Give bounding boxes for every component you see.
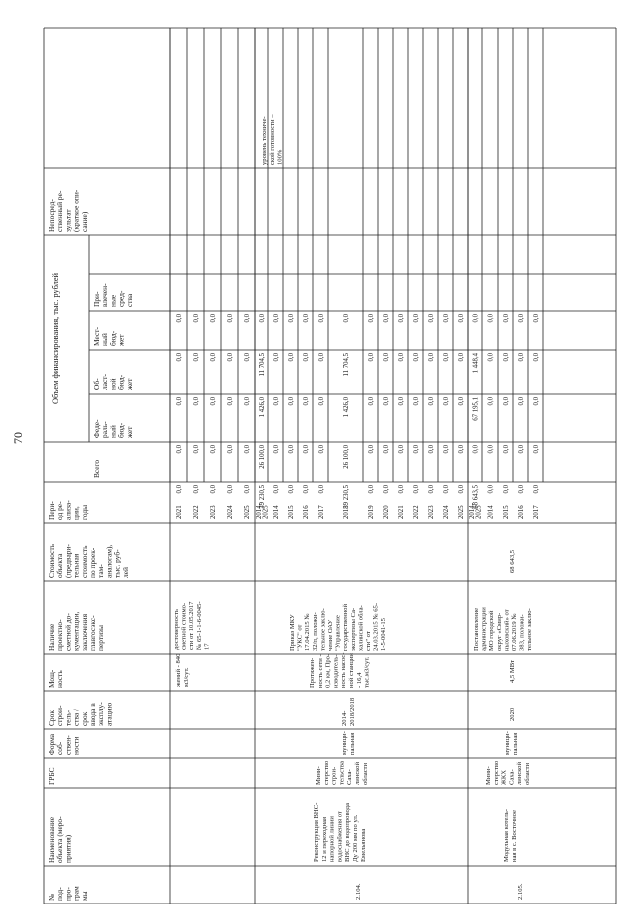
item-2104-row-value: 0,0 (413, 314, 420, 323)
item-2104-row-value: 0,0 (303, 397, 310, 406)
item-2104-row-value: 0,0 (383, 397, 390, 406)
item-2105-row-value: 0,0 (518, 485, 525, 494)
item-2105-row-value: 0,0 (503, 397, 510, 406)
item-2104-row-value: 0,0 (428, 445, 435, 454)
item-2104-row-value: 0,0 (443, 314, 450, 323)
header-grbs: ГРБС (47, 767, 56, 785)
item-2105-row-value: 0,0 (533, 485, 540, 494)
item-2104-row-value: 0,0 (398, 485, 405, 494)
item-2104-row-value: 11 704,5 (343, 353, 350, 377)
item-2104-row-period: 2022 (413, 505, 420, 519)
item-2104-row-period: 2015 (288, 505, 295, 519)
item-2105-row-value: 0,0 (533, 397, 540, 406)
item-2104-row-value: 0,0 (428, 314, 435, 323)
header-term: Срокстрои-тель-ства /срокввода вэксплу-атацию (47, 702, 114, 726)
item-2104-row-value: 0,0 (443, 353, 450, 362)
upper-row-value: 0,0 (193, 353, 200, 362)
item-2105-row-value: 0,0 (533, 353, 540, 362)
item-2104-row-value: 0,0 (318, 397, 325, 406)
item-2104-row-value: 0,0 (428, 353, 435, 362)
item-2104-row-value: 0,0 (368, 397, 375, 406)
upper-row-value: 0,0 (176, 397, 183, 406)
item-2104-row-value: 0,0 (273, 445, 280, 454)
item-2104-row-value: 0,0 (383, 445, 390, 454)
item-2104-row-value: 0,0 (398, 445, 405, 454)
item-2104-row-value: 0,0 (368, 445, 375, 454)
item-2104-row-value: 0,0 (413, 353, 420, 362)
item-2104-row-value: 0,0 (428, 397, 435, 406)
item-2105-cost: 68 643,5 (509, 549, 516, 573)
item-2104-row-value: 0,0 (318, 445, 325, 454)
upper-row-value: 0,0 (244, 397, 251, 406)
item-2104-row-value: 0,0 (398, 353, 405, 362)
upper-row-value: 0,0 (227, 314, 234, 323)
upper-row-value: 0,0 (193, 397, 200, 406)
item-2105-name: Модульная котель-ная в с. Восточное (503, 809, 518, 862)
item-2104-name: Реконструкция ВНС-12 и переходнаянапорной линииводоснабжения отВНС до водопроводаДу 200 мм по ул.Емельянова (313, 802, 367, 862)
upper-row-value: 0,0 (193, 485, 200, 494)
item-2104-row-value: 0,0 (368, 353, 375, 362)
item-2105-ownership: муници-пальная (504, 731, 519, 755)
upper-row-value: 0,0 (244, 353, 251, 362)
header-local: Мест-ныйбюд-жет (92, 327, 126, 346)
upper-row-value: 0,0 (244, 445, 251, 454)
item-2104-row-value: 0,0 (443, 397, 450, 406)
upper-documents: достоверностьсметной стоимо-сти от 10.05.2017№ 65-1-1-6-0045-17 (173, 601, 211, 650)
item-2105-row-value: 0,0 (503, 353, 510, 362)
item-2104-row-value: 0,0 (413, 397, 420, 406)
item-2104-row-value: 0,0 (303, 314, 310, 323)
item-2105-row-period: 2017 (533, 505, 540, 519)
item-2104-row-value: 0,0 (288, 485, 295, 494)
item-2104-ownership: муници-пальная (341, 731, 356, 755)
item-2104-row-period: 2021 (398, 505, 405, 519)
upper-row-period: 2025 (244, 505, 251, 519)
header-financing: Объем финансирования, тыс. рублей (51, 272, 60, 405)
upper-row-period: 2023 (210, 505, 217, 519)
header-ownership: Формасоб-ствен-ности (47, 733, 81, 755)
item-2104-row-value: 0,0 (273, 397, 280, 406)
upper-row-value: 0,0 (227, 353, 234, 362)
item-2104-row-value: 0,0 (259, 314, 266, 323)
item-2104-row-value: 0,0 (303, 485, 310, 494)
upper-row-value: 0,0 (193, 445, 200, 454)
item-2104-row-value: 0,0 (368, 314, 375, 323)
item-2104-row-value: 0,0 (383, 314, 390, 323)
item-2105-row-value: 0,0 (487, 314, 495, 323)
item-2105-number: 2.105. (517, 883, 524, 900)
item-2104-row-value: 0,0 (443, 485, 450, 494)
item-2104-row-value: 0,0 (458, 353, 465, 362)
upper-row-value: 0,0 (210, 314, 217, 323)
header-federal: Феде-раль-ныйбюд-жет (92, 419, 134, 438)
item-2104-row-value: 0,0 (383, 485, 390, 494)
item-2104-row-value: 0,0 (458, 314, 465, 323)
upper-row-value: 0,0 (176, 445, 183, 454)
item-2104-documents: Приказ МКУ"УКС" от17.04.2015 №32/п, положи-тельное заклю-чение ОАУ"Управлениегосударственнойэкспертизы Са-халинской обла-сти" от24.03.2015 № 65-1-5-0041-15 (289, 602, 388, 651)
item-2104-row-value: 0,0 (398, 397, 405, 406)
item-2105-row-value: 0,0 (503, 314, 510, 323)
item-2104-capacity: Протяжен-ность сети -0,2 км, Про-изводитель-ность насос-ной станции- 16,4тыс.м3/сут. (309, 652, 371, 688)
item-2104-row-value: 0,0 (368, 485, 375, 494)
item-2105-term: 2020 (509, 707, 516, 721)
item-2104-row-period: 2016 (303, 505, 310, 519)
item-2105-row-value: 0,0 (518, 314, 525, 323)
upper-capacity: жений - 840м3/сут. (175, 653, 191, 687)
item-2104-row-period: 2019 (368, 505, 375, 519)
item-2105-capacity: 4,5 МВт (509, 659, 516, 683)
header-name: Наименованиеобъекта (меро-приятия) (47, 816, 73, 863)
item-2104-row-value: 0,0 (288, 314, 295, 323)
upper-row-value: 0,0 (210, 353, 217, 362)
item-2104-row-period: 2014-2025 (256, 503, 270, 519)
item-2104-row-value: 39 230,5 (343, 485, 350, 509)
item-2104-row-value: 39 230,5 (259, 485, 266, 509)
table-text (47, 114, 540, 901)
item-2104-row-value: 26 100,0 (259, 445, 266, 469)
item-2105-row-period: 2015 (503, 505, 510, 519)
item-2104-row-value: 0,0 (398, 314, 405, 323)
item-2104-row-period: 2025 (458, 505, 465, 519)
item-2104-row-value: 0,0 (318, 485, 325, 494)
item-2105-row-value: 0,0 (533, 445, 540, 454)
item-2104-row-value: 0,0 (458, 445, 465, 454)
item-2104-row-value: 0,0 (288, 353, 295, 362)
item-2105-row-value: 0,0 (518, 445, 525, 454)
upper-row-period: 2022 (193, 505, 200, 519)
upper-row-value: 0,0 (210, 485, 217, 494)
item-2104-row-value: 1 426,0 (259, 397, 266, 418)
upper-row-value: 0,0 (227, 397, 234, 406)
header-result: Непосред-ственный ре-зультат(краткое опи-сание) (47, 189, 89, 232)
page-number: 70 (11, 432, 25, 444)
header-period: Пери-од ре-ализа-ции,годы (47, 500, 89, 520)
upper-row-value: 0,0 (227, 445, 234, 454)
item-2104-row-value: 11 704,5 (259, 353, 266, 377)
item-2104-row-period: 2014 (273, 505, 280, 519)
header-regional: Об-ласт-нойбюд-жет (92, 374, 134, 390)
item-2104-row-value: 0,0 (273, 485, 280, 494)
upper-row-value: 0,0 (176, 314, 183, 323)
item-2104-row-value: 0,0 (343, 314, 350, 323)
header-total: Всего (92, 459, 101, 478)
item-2104-row-value: 26 100,0 (343, 445, 350, 469)
header-number: №под-про-граммы (47, 886, 89, 901)
item-2104-row-value: 0,0 (428, 485, 435, 494)
item-2105-row-value: 0,0 (487, 397, 495, 406)
item-2104-row-period: 2018 (343, 505, 350, 519)
upper-row-value: 0,0 (210, 445, 217, 454)
item-2105-row-value: 68 643,5 (472, 485, 480, 509)
upper-row-value: 0,0 (176, 353, 183, 362)
item-2104-row-period: 2024 (443, 505, 450, 519)
item-2105-row-value: 1 448,4 (472, 353, 480, 374)
item-2104-number: 2.104. (355, 883, 362, 900)
item-2105-row-value: 0,0 (503, 485, 510, 494)
item-2105-row-value: 0,0 (472, 445, 480, 454)
item-2105-row-period: 2014 (487, 505, 495, 519)
item-2104-row-period: 2020 (383, 505, 390, 519)
upper-row-period: 2021 (176, 505, 183, 519)
item-2104-row-value: 0,0 (318, 314, 325, 323)
item-2104-row-value: 0,0 (413, 445, 420, 454)
header-attracted: При-влечен-ныесред-ства (92, 283, 134, 307)
item-2105-row-value: 0,0 (487, 485, 495, 494)
item-2104-row-value: 0,0 (458, 397, 465, 406)
item-2104-row-period: 2023 (428, 505, 435, 519)
item-2105-row-period: 2016 (518, 505, 525, 519)
item-2104-term: 2014-2018/2018 (341, 697, 356, 726)
item-2104-row-value: 0,0 (458, 485, 465, 494)
header-documents: Наличиепроектно-сметной до-кументации,заключенияглавгосэкс-пертизы (47, 611, 106, 651)
item-2105-row-value: 0,0 (518, 353, 525, 362)
header-capacity: Мощ-ность (47, 669, 65, 688)
financing-table (44, 28, 616, 904)
item-2104-row-value: 0,0 (288, 445, 295, 454)
upper-row-value: 0,0 (176, 485, 183, 494)
item-2105-row-value: 0,0 (487, 353, 495, 362)
item-2105-row-value: 0,0 (503, 445, 510, 454)
upper-row-value: 0,0 (227, 485, 234, 494)
item-2104-row-value: 0,0 (318, 353, 325, 362)
item-2104-grbs: Мини-стерствострои-тельстваСаха-линскойобласти (315, 760, 369, 785)
item-2104-row-value: 0,0 (413, 485, 420, 494)
item-2105-row-value: 0,0 (533, 314, 540, 323)
item-2104-row-value: 1 426,0 (343, 397, 350, 418)
item-2105-row-value: 67 195,1 (472, 397, 480, 421)
header-cost: Стоимостьобъекта(предвари-тельнаястоимостьпо проек-там-аналогам),тыс. руб-лей (47, 543, 130, 578)
item-2104-row-value: 0,0 (303, 353, 310, 362)
item-2104-row-period: 2017 (318, 505, 325, 519)
item-2105-row-value: 0,0 (487, 445, 495, 454)
item-2105-row-period: 2014-2025 (469, 503, 483, 519)
upper-row-value: 0,0 (210, 397, 217, 406)
upper-row-period: 2024 (227, 505, 234, 519)
item-2105-row-value: 0,0 (518, 397, 525, 406)
item-2104-row-value: 0,0 (273, 314, 280, 323)
item-2104-result: уровень техниче-ской готовности –100% (261, 114, 284, 165)
item-2104-row-value: 0,0 (273, 353, 280, 362)
item-2105-documents: ПостановлениеадминистрацииМО городскойокруг «Смир-ныховский» от07.06.2019 №383, положи-тельное заклю- (473, 607, 534, 651)
item-2104-row-value: 0,0 (383, 353, 390, 362)
upper-row-value: 0,0 (244, 485, 251, 494)
item-2104-row-value: 0,0 (303, 445, 310, 454)
item-2105-row-value: 0,0 (472, 314, 480, 323)
upper-row-value: 0,0 (244, 314, 251, 323)
item-2104-row-value: 0,0 (443, 445, 450, 454)
upper-row-value: 0,0 (193, 314, 200, 323)
item-2105-grbs: Мини-стерствоЖКХСаха-линскойобласти (485, 760, 531, 785)
item-2104-row-value: 0,0 (288, 397, 295, 406)
